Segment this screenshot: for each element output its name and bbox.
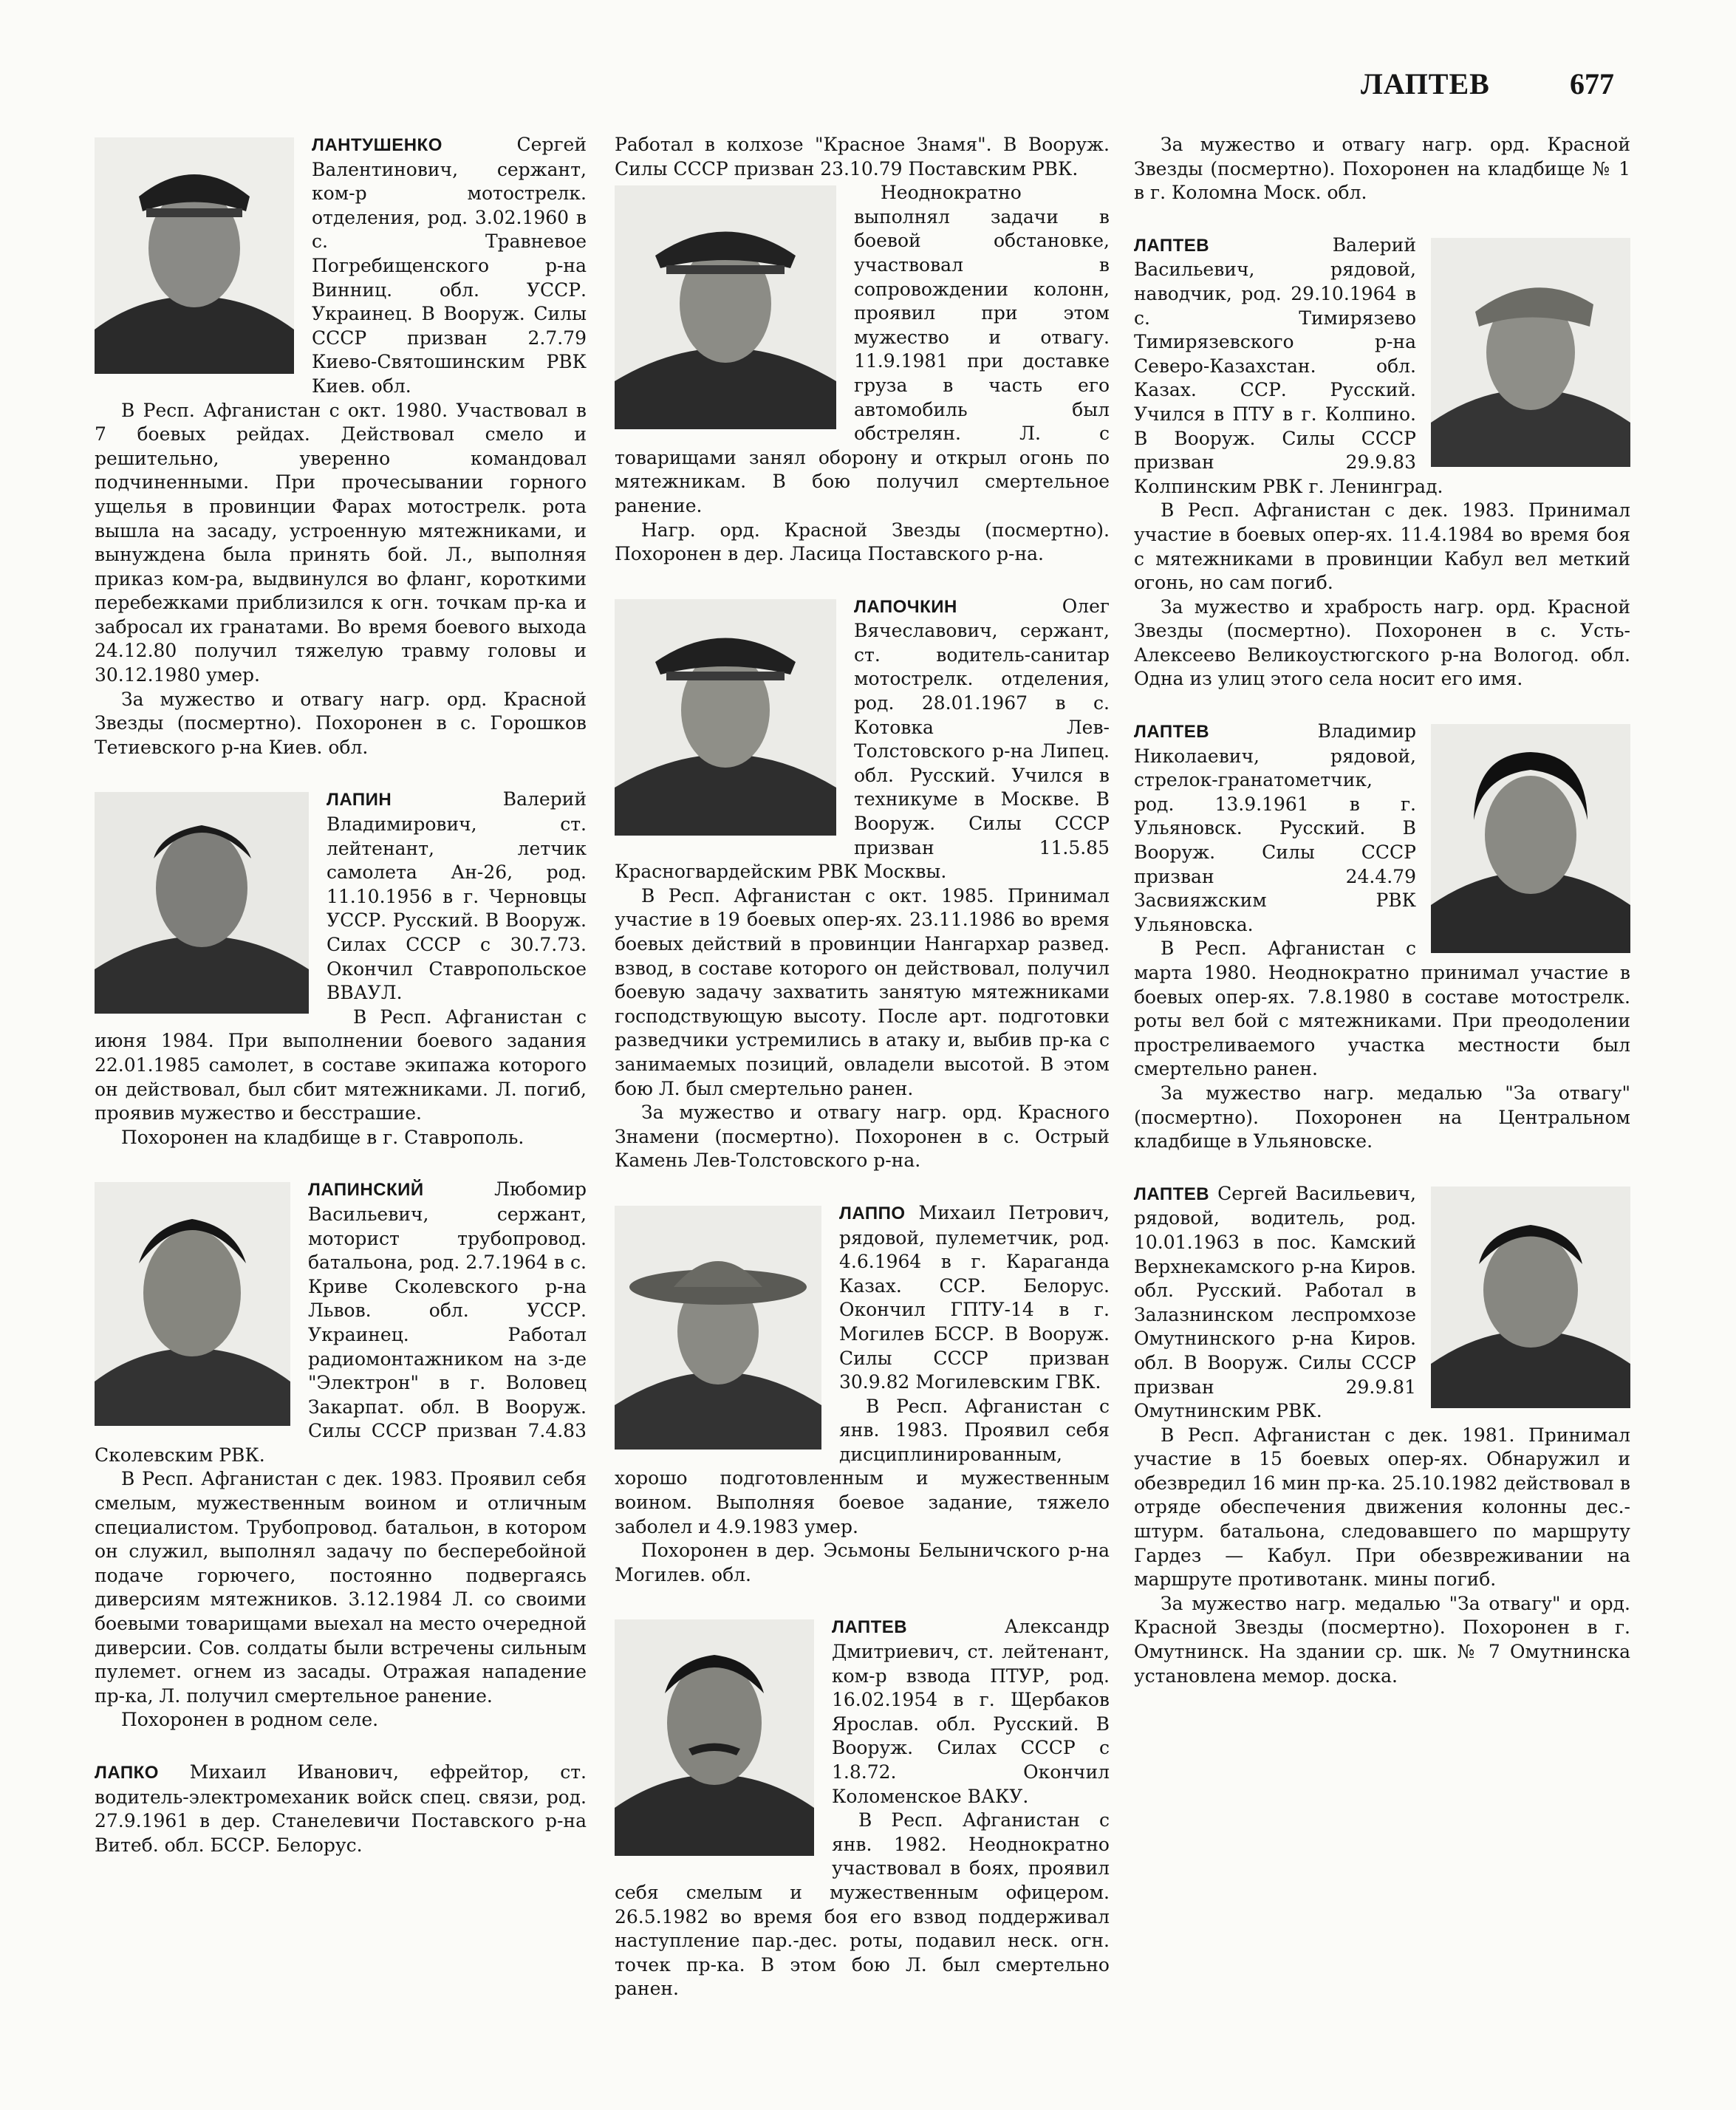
column-1: [95, 133, 587, 2039]
entry-name: ЛАПТЕВ: [1134, 1184, 1210, 1204]
entry-bio: Михаил Петрович, рядовой, пулеметчик, род. 4.6.1964 в г. Караганда Казах. ССР. Белорус. Окончил ГПТУ-14 в г. Могилев БССР. В Вооруж. Силы СССР призван 30.9.82 Могилевским ГВК.: [839, 1201, 1110, 1393]
entry-service: В Респ. Афганистан с марта 1980. Неоднократно принимал участие в боевых опер-ях. 7.8.1980 в составе мотострелк. роты вел бой с мятежниками. При преодолении простреливаемого участка местности был смертельно ранен.: [1134, 938, 1630, 1080]
entry-bio: Сергей Валентинович, сержант, ком-р мотострелк. отделения, род. 3.02.1960 в с. Травневое Погребищенского р-на Винниц. обл. УССР. Украинец. В Вооруж. Силы СССР призван 2.7.79 Киево-Святошинским РВК Киев. обл.: [312, 134, 587, 397]
entry-name: ЛАНТУШЕНКО: [312, 135, 442, 155]
entry-bio: Валерий Владимирович, ст. лейтенант, летчик самолета Ан-26, род. 11.10.1956 в г. Черновцы УССР. Русский. В Вооруж. Силах СССР с 30.7.73. Окончил Ставропольское ВВАУЛ.: [327, 788, 587, 1004]
entry-laptev-valery: [1134, 233, 1630, 692]
entry-award: За мужество нагр. медалью "За отвагу" (посмертно). Похоронен на Центральном кладбище в Ульяновске.: [1134, 1082, 1630, 1153]
entry-bio: Владимир Николаевич, рядовой, стрелок-гранатометчик, род. 13.9.1961 в г. Ульяновск. Русский. В Вооруж. Силы СССР призван 24.4.79 Засвияжским РВК Ульяновска.: [1134, 720, 1416, 935]
portrait-photo: [95, 137, 294, 374]
entry-lapin: [95, 788, 587, 1150]
entry-bio: Александр Дмитриевич, ст. лейтенант, ком-р взвода ПТУР, род. 16.02.1954 в г. Щербаков Ярослав. обл. Русский. В Вооруж. Силах СССР с 1.8.72. Окончил Коломенское ВАКУ.: [832, 1616, 1110, 1807]
entry-service: В Респ. Афганистан с июня 1984. При выполнении боевого задания 22.01.1985 самолет, в составе экипажа которого он действовал, был сбит мятежниками. Л. погиб, проявив мужество и бесстрашие.: [95, 1006, 587, 1124]
entry-award: За мужество и отвагу нагр. орд. Красной Звезды (посмертно). Похоронен в с. Горошков Тетиевского р-на Киев. обл.: [95, 688, 587, 758]
entry-lapinsky: [95, 1178, 587, 1732]
entry-service: В Респ. Афганистан с дек. 1981. Принимал участие в 15 боевых опер-ях. Обнаружил и обезвредил 16 мин пр-ка. 25.10.1982 действовал в отряде обеспечения движения колонны дес.-штурм. батальона, следовавшего по маршруту Гардез — Кабул. При обезвреживании на маршруте противотанк. мины погиб.: [1134, 1424, 1630, 1591]
portrait-photo: [615, 185, 836, 429]
entry-name: ЛАПОЧКИН: [854, 596, 957, 617]
entry-service: Неоднократно выполнял задачи в боевой обстановке, участвовал в сопровождении колонн, проявил при этом мужество и отвагу. 11.9.1981 при доставке груза в часть его автомобиль был обстрелян. Л. с товарищами занял оборону и открыл огонь по мятежникам. В бою получил смертельное ранение.: [615, 182, 1110, 516]
entry-bio: Сергей Васильевич, рядовой, водитель, род. 10.01.1963 в пос. Камский Верхнекамского р-на Киров. обл. Русский. Работал в Залазнинском леспромхозе Омутнинского р-на Киров. обл. В Вооруж. Силы СССР призван 29.9.81 Омутнинским РВК.: [1134, 1182, 1416, 1422]
portrait-photo: [1431, 238, 1630, 467]
portrait-photo: [1431, 1187, 1630, 1408]
entry-service: В Респ. Афганистан с янв. 1982. Неоднократно участвовал в боях, проявил себя смелым и мужественным офицером. 26.5.1982 во время боя его взвод поддерживал наступление пар.-дес. роты, подавил неск. огн. точек пр-ка. В этом бою Л. был смертельно ранен.: [615, 1809, 1110, 2000]
entry-bio: Любомир Васильевич, сержант, моторист трубопровод. батальона, род. 2.7.1964 в с. Криве Сколевского р-на Львов. обл. УССР. Украинец. Работал радиомонтажником на з-де "Электрон" в г. Воловец Закарпат. обл. В Вооруж. Силы СССР призван 7.4.83 Сколевским РВК.: [95, 1178, 587, 1466]
entry-name: ЛАПИН: [327, 790, 392, 810]
entry-award: За мужество и храбрость нагр. орд. Красной Звезды (посмертно). Похоронен в с. Усть-Алексеево Великоустюгского р-на Вологод. обл. Одна из улиц этого села носит его имя.: [1134, 595, 1630, 690]
entry-award: За мужество и отвагу нагр. орд. Красной Звезды (посмертно). Похоронен на кладбище № 1 в г. Коломна Моск. обл.: [1134, 134, 1630, 204]
entry-name: ЛАПИНСКИЙ: [308, 1180, 424, 1201]
entry-laptev-vladimir: [1134, 720, 1630, 1154]
entry-bio: Михаил Иванович, ефрейтор, ст. водитель-электромеханик войск спец. связи, род. 27.9.1961 в дер. Станелевичи Поставского р-на Витеб. обл. БССР. Белорус.: [95, 1761, 587, 1856]
entry-award: Нагр. орд. Красной Звезды (посмертно). Похоронен в дер. Ласица Поставского р-на.: [615, 519, 1110, 565]
entry-service: В Респ. Афганистан с янв. 1983. Проявил себя дисциплинированным, хорошо подготовленным и мужественным воином. Выполняя боевое задание, тяжело заболел и 4.9.1983 умер.: [615, 1395, 1110, 1537]
portrait-photo: [95, 792, 309, 1014]
entry-lapochkin: [615, 595, 1110, 1173]
portrait-photo: [615, 1206, 821, 1450]
entry-name: ЛАПТЕВ: [832, 1617, 908, 1638]
portrait-photo: [615, 1619, 814, 1856]
entry-service: В Респ. Афганистан с дек. 1983. Проявил себя смелым, мужественным воином и отличным специалистом. Трубопровод. батальон, в котором он служил, выполнял задачу по бесперебойной подаче горючего, постоянно подвергаясь диверсиям мятежников. 3.12.1984 Л. со своими боевыми товарищами выехал на место очередной диверсии. Сов. солдаты были встречены сильным пулемет. огнем из засады. Отражая нападение пр-ка, Л. получил смертельное ранение.: [95, 1468, 587, 1707]
portrait-photo: [615, 599, 836, 836]
entry-award: Похоронен на кладбище в г. Ставрополь.: [121, 1126, 524, 1148]
entry-laptev-sergey: [1134, 1182, 1630, 1688]
entry-laptev-alexandr-continued: [1134, 133, 1630, 205]
entry-name: ЛАППО: [839, 1203, 906, 1223]
entry-laptev-alexandr: [615, 1615, 1110, 2001]
portrait-photo: [95, 1182, 290, 1426]
entry-lapko-continued: [615, 133, 1110, 567]
entry-name: ЛАПТЕВ: [1134, 235, 1210, 256]
entry-service: В Респ. Афганистан с окт. 1985. Принимал участие в 19 боевых опер-ях. 23.11.1986 во время боевых действий в провинции Нангархар развед. взвод, в составе которого он действовал, получил боевую задачу захватить занятую мятежниками господствующую высоту. После арт. подготовки разведчики устремились в атаку и, выбив пр-ка с занимаемых позиций, овладели высотой. В этом бою Л. был смертельно ранен.: [615, 884, 1110, 1099]
entry-award: За мужество нагр. медалью "За отвагу" и орд. Красной Звезды (посмертно). Похоронен в г. Омутнинск. На здании ср. шк. № 7 Омутнинска установлена мемор. доска.: [1134, 1592, 1630, 1687]
portrait-photo: [1431, 724, 1630, 953]
page-number: 677: [1570, 67, 1614, 100]
entry-award: Похоронен в дер. Эсьмоны Белыничского р-на Могилев. обл.: [615, 1540, 1110, 1585]
entry-lantushenko: [95, 133, 587, 759]
entry-award: За мужество и отвагу нагр. орд. Красного Знамени (посмертно). Похоронен в с. Острый Камень Лев-Толстовского р-на.: [615, 1102, 1110, 1172]
column-3: [1134, 133, 1630, 2039]
entry-service: В Респ. Афганистан с дек. 1983. Принимал участие в боевых опер-ях. 11.4.1984 во время боя с мятежниками в провинции Кабул вел меткий огонь, но сам погиб.: [1134, 499, 1630, 594]
entry-bio: Валерий Васильевич, рядовой, наводчик, род. 29.10.1964 в с. Тимирязево Тимирязевского р-на Северо-Казахстан. обл. Казах. ССР. Русский. Учился в ПТУ в г. Колпино. В Вооруж. Силы СССР призван 29.9.83 Колпинским РВК г. Ленинград.: [1134, 233, 1443, 497]
entry-bio: Олег Вячеславович, сержант, ст. водитель-санитар мотострелк. отделения, род. 28.01.1967 в с. Котовка Лев-Толстовского р-на Липец. обл. Русский. Учился в техникуме в Москве. В Вооруж. Силы СССР призван 11.5.85 Красногвардейским РВК Москвы.: [615, 595, 1110, 883]
entry-bio-continued: Работал в колхозе "Красное Знамя". В Вооруж. Силы СССР призван 23.10.79 Поставским РВК.: [615, 134, 1110, 180]
column-2: [615, 133, 1110, 2039]
entry-lappo: [615, 1201, 1110, 1588]
entry-award: Похоронен в родном селе.: [121, 1709, 379, 1731]
running-header-surname: ЛАПТЕВ: [1361, 67, 1490, 100]
entry-name: ЛАПТЕВ: [1134, 722, 1210, 742]
entry-lapko: [95, 1761, 587, 1857]
entry-service: В Респ. Афганистан с окт. 1980. Участвовал в 7 боевых рейдах. Действовал смело и решительно, уверенно командовал подчиненными. При прочесывании горного ущелья в провинции Фарах мотострелк. рота вышла на засаду, устроенную мятежниками, и вынуждена была принять бой. Л., выполняя приказ ком-ра, выдвинулся во фланг, короткими перебежками приблизился к огн. точкам пр-ка и забросал их гранатами. Во время боевого выхода 24.12.80 получил тяжелую травму головы и 30.12.1980 умер.: [95, 399, 587, 686]
entry-name: ЛАПКО: [95, 1763, 159, 1783]
